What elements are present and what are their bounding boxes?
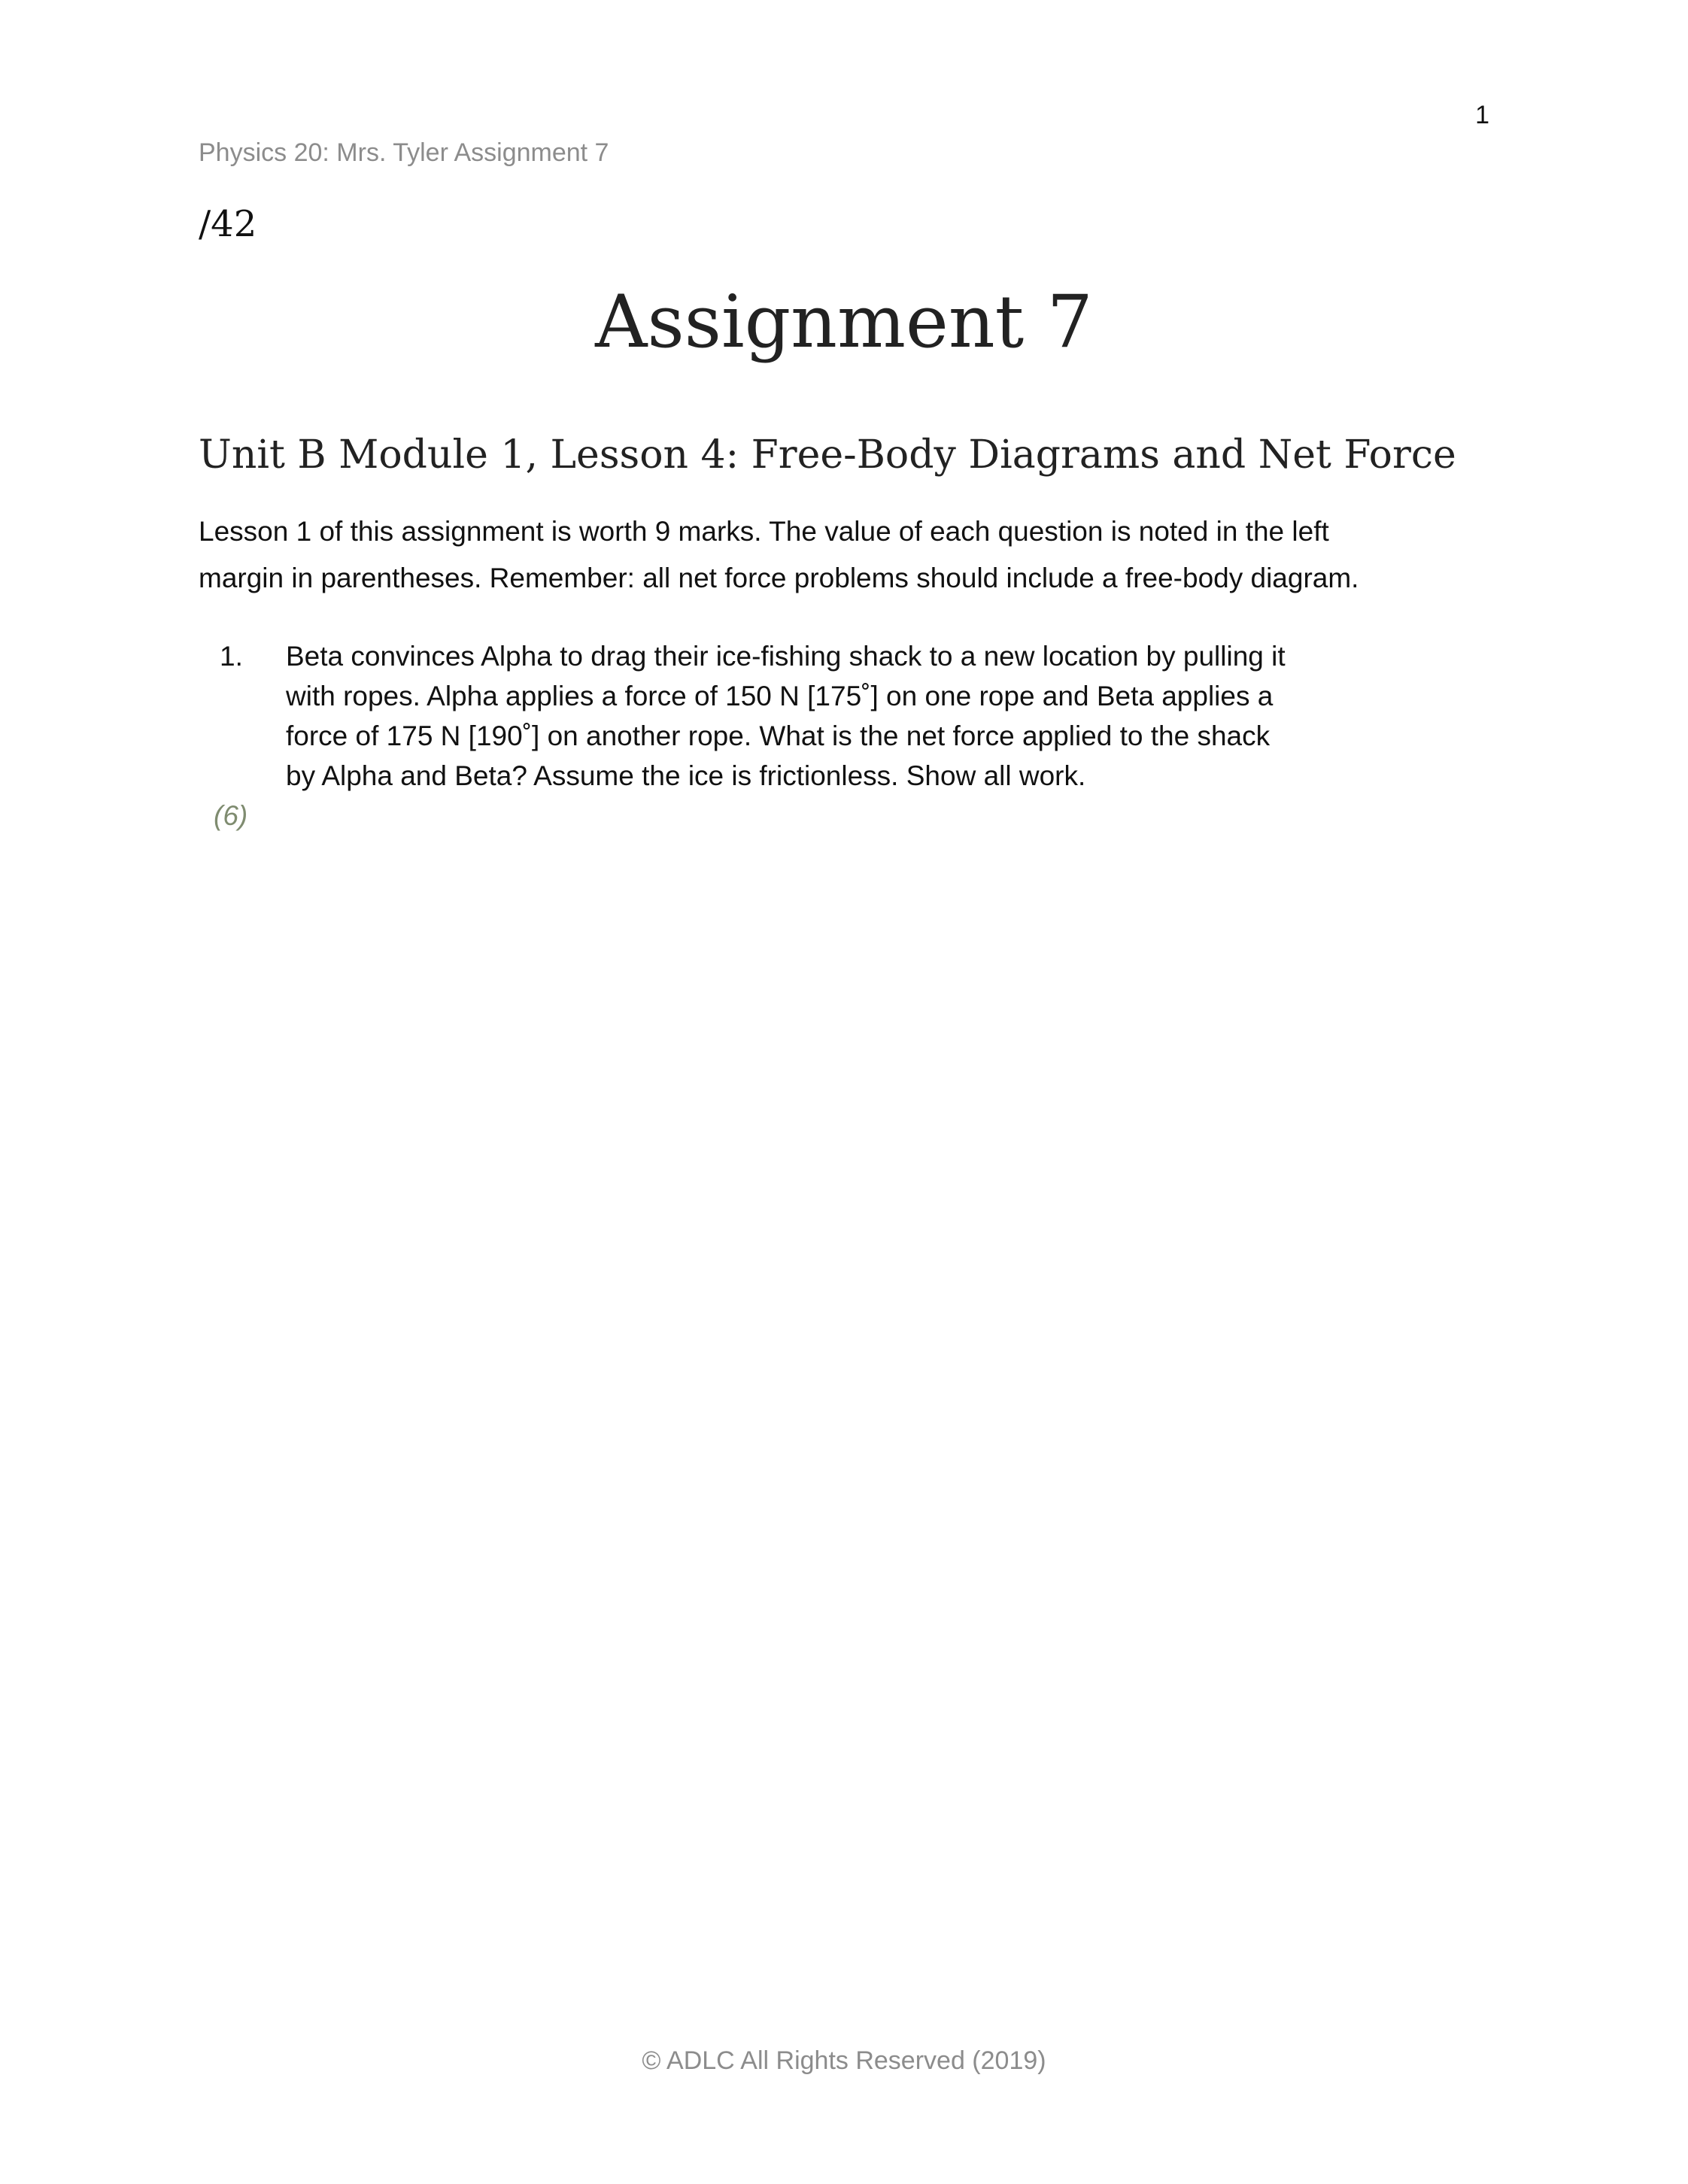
question-line: Beta convinces Alpha to drag their ice-fishing shack to a new location by pulling it xyxy=(286,641,1286,672)
document-title: Assignment 7 xyxy=(595,280,1093,364)
copyright-footer: © ADLC All Rights Reserved (2019) xyxy=(642,2046,1046,2075)
question-line: with ropes. Alpha applies a force of 150 N [175˚] on one rope and Beta applies a xyxy=(286,681,1274,711)
intro-line: margin in parentheses. Remember: all net force problems should include a free-body diagram. xyxy=(199,563,1359,593)
question-line: by Alpha and Beta? Assume the ice is frictionless. Show all work. xyxy=(286,760,1086,791)
question-number: 1. xyxy=(220,641,243,672)
intro-line: Lesson 1 of this assignment is worth 9 marks. The value of each question is noted in the left xyxy=(199,516,1329,547)
question-marks: (6) xyxy=(214,800,248,831)
question-text xyxy=(286,636,1429,796)
score-total: /42 xyxy=(199,203,257,245)
page-number: 1 xyxy=(1475,101,1489,129)
running-header: Physics 20: Mrs. Tyler Assignment 7 xyxy=(199,138,609,167)
question-line: force of 175 N [190˚] on another rope. What is the net force applied to the shack xyxy=(286,720,1271,751)
intro-paragraph xyxy=(199,508,1507,602)
lesson-heading: Unit B Module 1, Lesson 4: Free-Body Diagrams and Net Force xyxy=(199,432,1456,478)
